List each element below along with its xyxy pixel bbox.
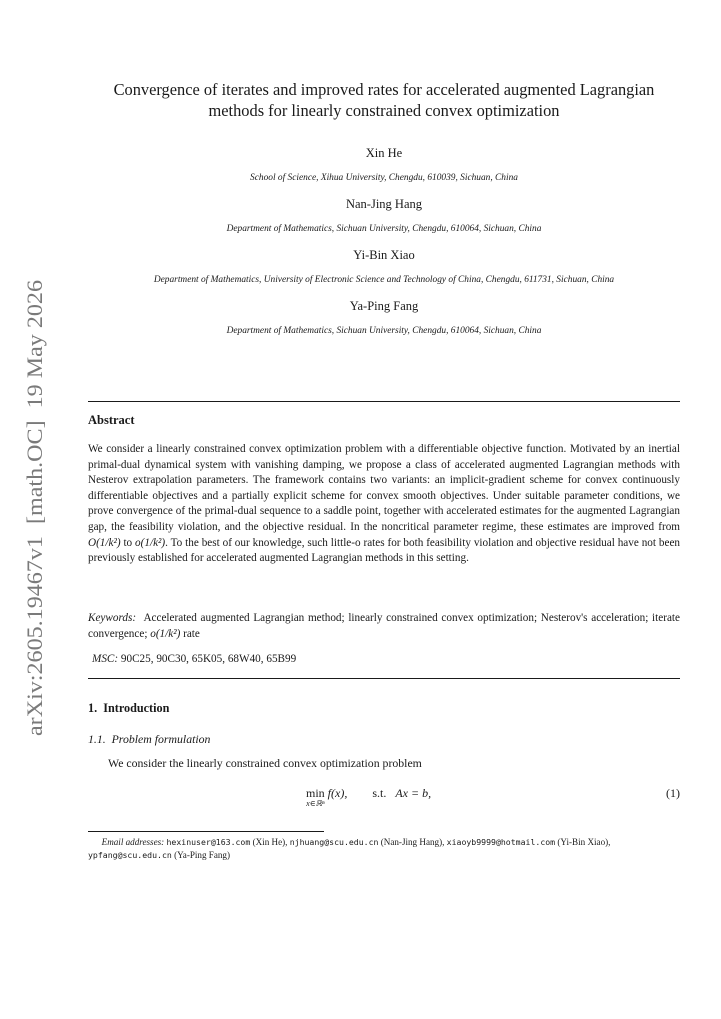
author-affiliation: School of Science, Xihua University, Chengdu, 610039, Sichuan, China — [250, 173, 518, 183]
msc-codes: 90C25, 90C30, 65K05, 68W40, 65B99 — [120, 653, 297, 665]
email-link[interactable]: njhuang@scu.edu.cn — [289, 837, 379, 847]
min-operator — [306, 786, 325, 808]
email-owner: (Nan-Jing Hang), — [380, 837, 445, 847]
arxiv-identifier — [12, 278, 52, 738]
msc-label: MSC: — [92, 653, 119, 665]
author-affiliation: Department of Mathematics, University of Electronic Science and Technology of China, Chengdu, 611731, Sichuan, China — [153, 275, 615, 285]
email-link[interactable]: ypfang@scu.edu.cn — [88, 850, 172, 860]
min-word: min — [306, 786, 325, 800]
arxiv-identifier-text: arXiv:2605.19467v1 [math.OC] 19 May 2026 — [22, 319, 47, 736]
keywords-tail: rate — [180, 627, 200, 640]
email-owner: (Xin He), — [252, 837, 288, 847]
email-link[interactable]: xiaoyb9999@hotmail.com — [446, 837, 556, 847]
abstract-text: to — [120, 536, 136, 549]
abstract-text: We consider a linearly constrained convex optimization problem with a differentiable objective function. Motivated by an inertial primal-dual dynamical system with vanishing damping, we propose a class of accelerated augmented Lagrangian methods with Nesterov extrapolation parameters. The framework contains two variants: an implicit-gradient scheme for convex continuously differentiable objectives and a partially explicit scheme for convex smooth objectives. Under suitable parameter conditions, we prove convergence of the primal-dual sequence to a saddle point, together with accelerated estimates for the augmented Lagrangian gap, the feasibility violation, and the objective residual. In the noncritical parameter regime, these estimates are improved from — [88, 443, 680, 533]
min-subscript: x∈ℝⁿ — [306, 799, 325, 808]
msc-classification — [92, 652, 296, 668]
paper-title: Convergence of iterates and improved rates for accelerated augmented Lagrangian methods for linearly constrained convex optimization — [113, 80, 655, 120]
email-link[interactable]: hexinuser@163.com — [166, 837, 251, 847]
author-name: Ya-Ping Fang — [349, 299, 419, 313]
author-affiliation: Department of Mathematics, Sichuan University, Chengdu, 610064, Sichuan, China — [226, 326, 542, 336]
footnote-rule — [88, 831, 324, 832]
keywords-rate: o(1/k²) — [150, 627, 181, 640]
intro-paragraph: We consider the linearly constrained convex optimization problem — [108, 756, 422, 770]
email-owner: (Ya-Ping Fang) — [174, 850, 231, 860]
abstract-bottom-rule — [88, 678, 680, 679]
abstract-text: . To the best of our knowledge, such little-o rates for both feasibility violation and objective residual have not been previously established for accelerated augmented Lagrangian methods in this setting. — [88, 536, 681, 565]
author-name: Yi-Bin Xiao — [353, 248, 415, 262]
constraint: Ax = b, — [395, 786, 432, 800]
objective: f(x), — [327, 786, 348, 800]
footnote-label: Email addresses: — [101, 837, 165, 847]
keywords-text: Accelerated augmented Lagrangian method; linearly constrained convex optimization; Nesterov's acceleration; iterate convergence; — [88, 612, 681, 640]
subsection-heading: 1.1. Problem formulation — [88, 732, 211, 746]
constraint-prefix: s.t. — [372, 786, 387, 800]
abstract-body — [88, 442, 680, 567]
author-name: Xin He — [365, 146, 403, 160]
footnote-emails — [88, 836, 680, 862]
email-owner: (Yi-Bin Xiao), — [557, 837, 611, 847]
keywords — [88, 611, 680, 642]
equation-1 — [306, 786, 431, 808]
section-heading: 1. Introduction — [88, 701, 170, 715]
rate-big-o: O(1/k²) — [88, 536, 121, 549]
equation-number: (1) — [666, 786, 680, 800]
keywords-label: Keywords: — [88, 612, 137, 624]
author-name: Nan-Jing Hang — [345, 197, 423, 211]
rate-little-o: o(1/k²) — [135, 536, 166, 549]
abstract-top-rule — [88, 401, 680, 402]
author-affiliation: Department of Mathematics, Sichuan University, Chengdu, 610064, Sichuan, China — [226, 224, 542, 234]
abstract-heading: Abstract — [88, 413, 135, 427]
